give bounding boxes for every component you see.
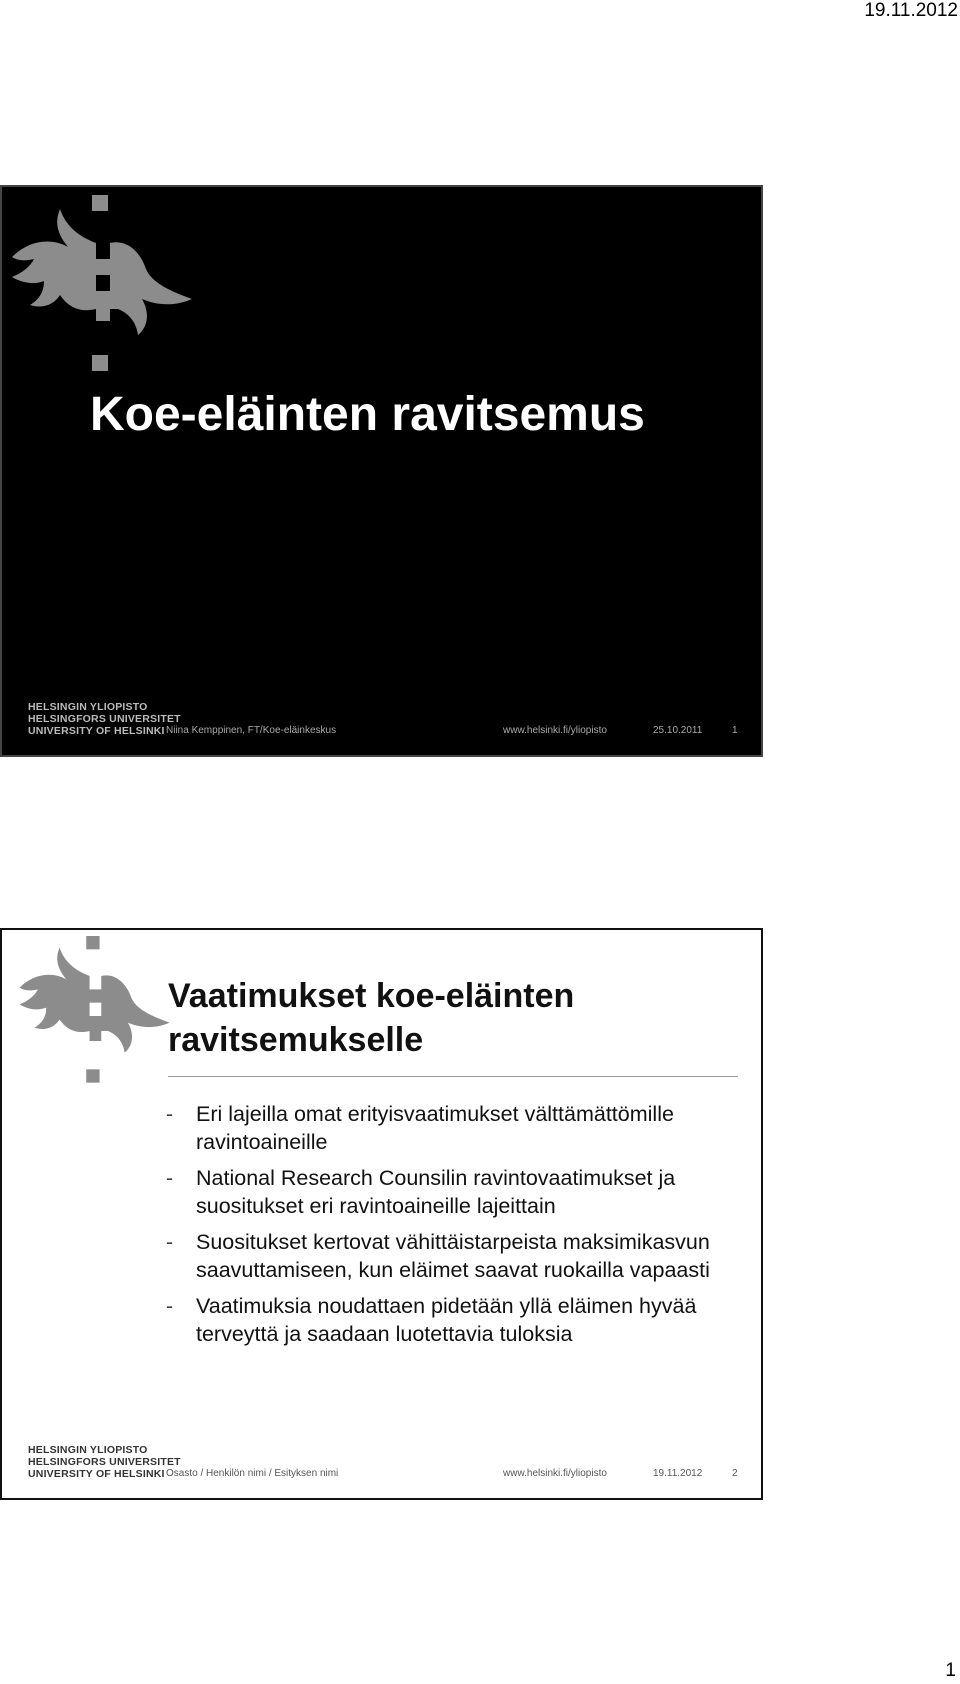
page-number: 1 (945, 1660, 956, 1681)
bullet-marker: - (166, 1230, 174, 1254)
university-logo: HELSINGIN YLIOPISTO HELSINGFORS UNIVERSITET UNIVERSITY OF HELSINKI (28, 1444, 181, 1480)
list-item: - National Research Counsilin ravintovaatimukset ja suositukset eri ravintoaineille lajeittain (166, 1166, 676, 1218)
slide-footer (2, 695, 761, 755)
footer-author: Niina Kemppinen, FT/Koe-eläinkeskus (166, 725, 337, 736)
footer-url: www.helsinki.fi/yliopisto (503, 1468, 607, 1479)
slide-1 (0, 185, 763, 757)
list-item: - Vaatimuksia noudattaen pidetään yllä eläimen hyvää terveyttä ja saadaan luotettavia tuloksia (166, 1294, 697, 1346)
footer-slide-number: 1 (732, 725, 738, 736)
slide-2 (0, 928, 763, 1500)
page-header-date: 19.11.2012 (864, 0, 958, 21)
footer-url: www.helsinki.fi/yliopisto (503, 725, 607, 736)
list-item: - Suositukset kertovat vähittäistarpeista maksimikasvun saavuttamiseen, kun eläimet saavat ruokailla vapaasti (166, 1230, 710, 1282)
university-flame-logo-icon (10, 195, 195, 375)
footer-author: Osasto / Henkilön nimi / Esityksen nimi (166, 1468, 339, 1479)
footer-date: 19.11.2012 (653, 1468, 703, 1479)
footer-date: 25.10.2011 (653, 725, 703, 736)
university-logo: HELSINGIN YLIOPISTO HELSINGFORS UNIVERSITET UNIVERSITY OF HELSINKI (28, 701, 181, 737)
bullet-marker: - (166, 1166, 174, 1190)
bullet-marker: - (166, 1294, 174, 1318)
bullet-list (166, 1100, 746, 1356)
title-divider (168, 1076, 738, 1077)
slide-title: Koe-eläinten ravitsemus (90, 388, 645, 441)
bullet-marker: - (166, 1102, 174, 1126)
slide-footer (2, 1438, 761, 1498)
footer-slide-number: 2 (732, 1468, 738, 1479)
list-item: - Eri lajeilla omat erityisvaatimukset välttämättömille ravintoaineille (166, 1102, 674, 1154)
university-flame-logo-icon (10, 936, 180, 1086)
slide-title: Vaatimukset koe-eläinten ravitsemukselle (168, 977, 575, 1059)
